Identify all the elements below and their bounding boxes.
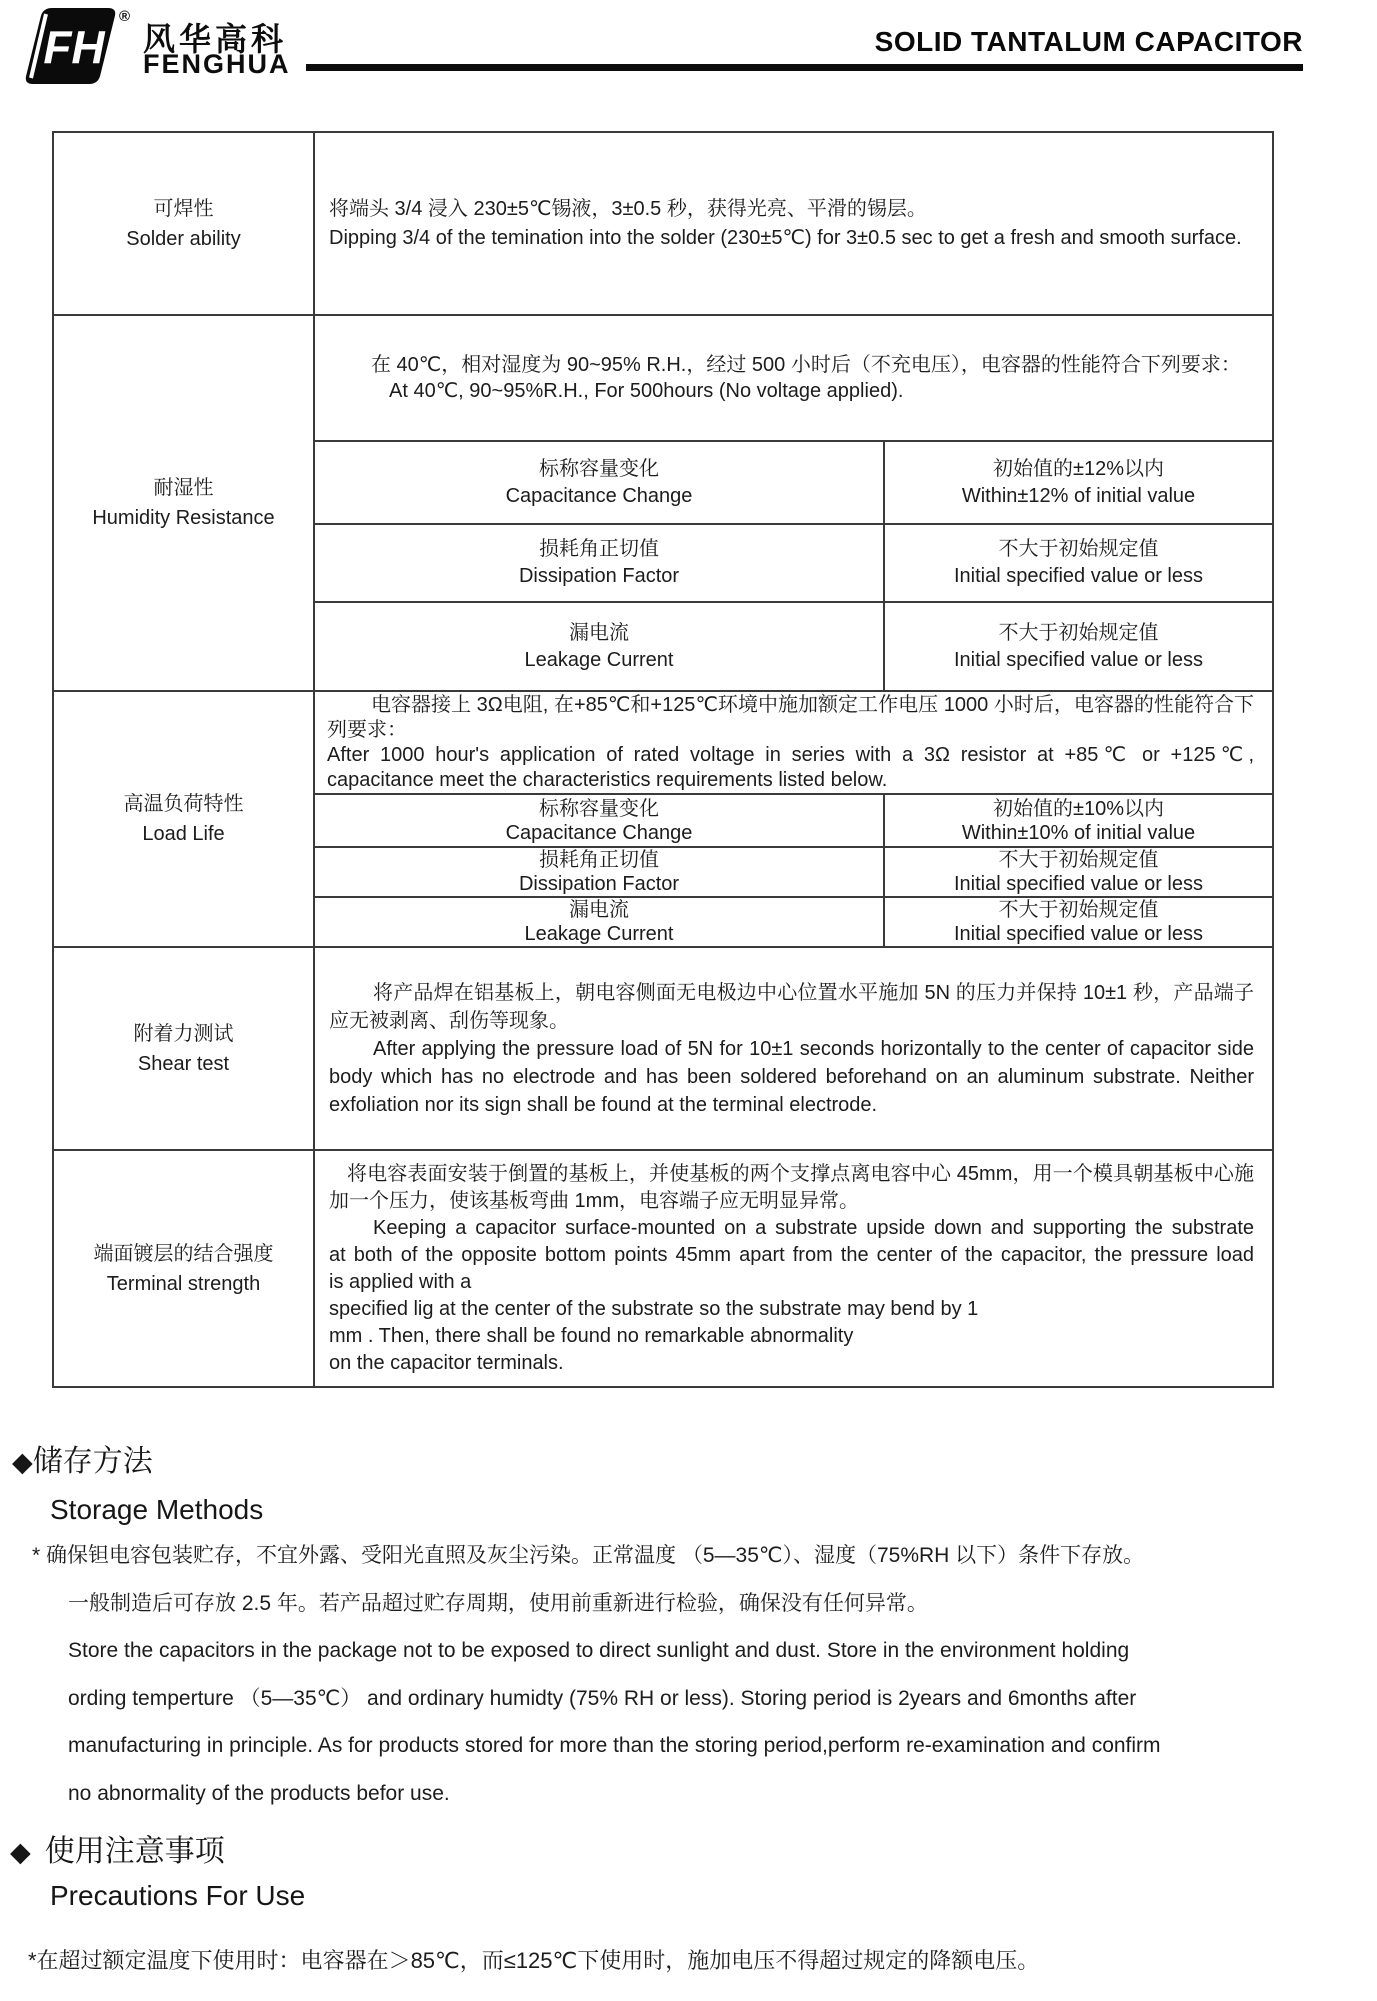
requirement-en: Within±12% of initial value bbox=[961, 484, 1196, 507]
description-cn: 将电容表面安装于倒置的基板上，并使基板的两个支撑点离电容中心 45mm，用一个模具朝基板中心施加一个压力，使该基板弯曲 1mm，电容端子应无明显异常。 bbox=[329, 1162, 1254, 1212]
label-cn: 高温负荷特性 bbox=[123, 793, 244, 815]
description-en-line: on the capacitor terminals. bbox=[329, 1351, 564, 1374]
storage-methods-heading-en: Storage Methods bbox=[50, 1494, 264, 1525]
requirement-cell bbox=[884, 602, 1273, 691]
precautions-heading-cn bbox=[10, 1826, 225, 1870]
parameter-cell bbox=[314, 847, 884, 897]
requirement-cell bbox=[884, 794, 1273, 847]
requirement-en: Initial specified value or less bbox=[953, 565, 1203, 587]
requirement-cell bbox=[884, 441, 1273, 524]
requirement-cell bbox=[884, 524, 1273, 602]
row-shear-test bbox=[53, 947, 1273, 1150]
parameter-en: Leakage Current bbox=[524, 648, 674, 671]
label-cn: 端面镀层的结合强度 bbox=[93, 1242, 274, 1265]
parameter-en: Capacitance Change bbox=[505, 484, 693, 507]
parameter-cn: 标称容量变化 bbox=[539, 797, 659, 820]
parameter-en: Leakage Current bbox=[524, 923, 674, 945]
humidity-resistance-label bbox=[53, 315, 314, 691]
condition-en: At 40℃, 90~95%R.H., For 500hours (No voltage applied). bbox=[389, 380, 904, 402]
precautions-heading-en: Precautions For Use bbox=[50, 1880, 306, 1911]
description-en: After applying the pressure load of 5N for 10±1 seconds horizontally to the center of capacitor side body which has no electrode and has been soldered beforehand on an aluminum substrate. Neither exfoliation nor its sign shall be found at the terminal electrode. bbox=[329, 1037, 1254, 1116]
description-en-line: Keeping a capacitor surface-mounted on a substrate upside down and supporting the substrate bbox=[373, 1216, 1254, 1239]
condition-en: After 1000 hour's application of rated voltage in series with a 3Ω resistor at +85℃ or +125℃, capacitance meet the characteristics requirements listed below. bbox=[327, 743, 1254, 791]
label-en: Humidity Resistance bbox=[92, 507, 275, 529]
storage-methods-body bbox=[32, 1532, 1347, 1817]
registered-trademark-icon: ® bbox=[119, 8, 131, 25]
label-en: Solder ability bbox=[126, 227, 241, 250]
heading-text-cn: 使用注意事项 bbox=[44, 1835, 225, 1868]
condition-cn: 在 40℃，相对湿度为 90~95% R.H.，经过 500 小时后（不充电压），电容器的性能符合下列要求： bbox=[371, 354, 1241, 376]
parameter-cell bbox=[314, 524, 884, 602]
fenghua-monogram: FH bbox=[43, 21, 105, 73]
requirement-en: Initial specified value or less bbox=[953, 873, 1203, 895]
shear-test-description bbox=[314, 947, 1273, 1150]
description-cn: 将产品焊在铝基板上，朝电容侧面无电极边中心位置水平施加 5N 的压力并保持 10±1 秒，产品端子应无被剥离、刮伤等现象。 bbox=[329, 981, 1254, 1032]
logo-text-cn: 风华高科 bbox=[143, 21, 288, 57]
storage-line: Store the capacitors in the package not to be exposed to direct sunlight and dust. Store in the environment holding bbox=[68, 1639, 1130, 1662]
description-en-line: at both of the opposite bottom points 45mm apart from the center of the capacitor, the pressure load bbox=[329, 1243, 1254, 1266]
requirement-en: Within±10% of initial value bbox=[961, 821, 1196, 844]
label-en: Load Life bbox=[142, 823, 225, 845]
spec-table bbox=[52, 131, 1274, 1388]
terminal-strength-label bbox=[53, 1150, 314, 1387]
label-cn: 耐湿性 bbox=[153, 477, 214, 499]
requirement-en: Initial specified value or less bbox=[953, 923, 1203, 945]
requirement-en: Initial specified value or less bbox=[953, 648, 1203, 671]
parameter-en: Dissipation Factor bbox=[518, 565, 680, 587]
load-life-label bbox=[53, 691, 314, 947]
storage-line: manufacturing in principle. As for products stored for more than the storing period,perform re-examination and confirm bbox=[68, 1734, 1161, 1757]
label-cn: 可焊性 bbox=[153, 197, 214, 220]
label-cn: 附着力测试 bbox=[133, 1022, 234, 1045]
requirement-cell bbox=[884, 897, 1273, 947]
storage-methods-heading-cn bbox=[12, 1436, 153, 1480]
parameter-cn: 标称容量变化 bbox=[539, 457, 659, 480]
row-loadlife-intro bbox=[53, 691, 1273, 794]
parameter-cell bbox=[314, 794, 884, 847]
humidity-test-condition bbox=[314, 315, 1273, 441]
description-cn: 将端头 3/4 浸入 230±5℃锡液，3±0.5 秒，获得光亮、平滑的锡层。 bbox=[329, 197, 927, 220]
parameter-cell bbox=[314, 441, 884, 524]
heading-text-cn: 储存方法 bbox=[32, 1445, 153, 1478]
parameter-cn: 损耗角正切值 bbox=[539, 849, 659, 871]
loadlife-test-condition bbox=[314, 691, 1273, 794]
parameter-en: Dissipation Factor bbox=[518, 873, 680, 895]
requirement-cell bbox=[884, 847, 1273, 897]
shear-test-label bbox=[53, 947, 314, 1150]
label-en: Terminal strength bbox=[106, 1272, 261, 1295]
solder-ability-label bbox=[53, 132, 314, 315]
row-terminal-strength bbox=[53, 1150, 1273, 1387]
parameter-cn: 损耗角正切值 bbox=[539, 538, 659, 560]
diamond-bullet-icon: ◆ bbox=[10, 1837, 31, 1867]
requirement-cn: 不大于初始规定值 bbox=[998, 621, 1159, 644]
description-en-line: mm . Then, there shall be found no remarkable abnormality bbox=[329, 1324, 854, 1347]
parameter-cell bbox=[314, 897, 884, 947]
description-en-line: specified lig at the center of the substrate so the substrate may bend by 1 bbox=[329, 1297, 979, 1320]
description-en-line: is applied with a bbox=[329, 1270, 472, 1293]
description-en: Dipping 3/4 of the temination into the solder (230±5℃) for 3±0.5 sec to get a fresh and smooth surface. bbox=[329, 226, 1242, 249]
terminal-strength-description bbox=[314, 1150, 1273, 1387]
parameter-cell bbox=[314, 602, 884, 691]
page-title: SOLID TANTALUM CAPACITOR bbox=[874, 26, 1303, 57]
header-rule bbox=[306, 64, 1303, 71]
requirement-cn: 不大于初始规定值 bbox=[998, 849, 1159, 871]
requirement-cn: 初始值的±12%以内 bbox=[992, 457, 1164, 480]
parameter-cn: 漏电流 bbox=[569, 899, 629, 921]
requirement-cn: 不大于初始规定值 bbox=[998, 899, 1159, 921]
row-humidity-intro bbox=[53, 315, 1273, 441]
storage-line: no abnormality of the products befor use. bbox=[68, 1781, 450, 1805]
storage-line: * 确保钽电容包装贮存，不宜外露、受阳光直照及灰尘污染。正常温度 （5—35℃）、湿度（75%RH 以下）条件下存放。 bbox=[32, 1544, 1145, 1567]
parameter-en: Capacitance Change bbox=[505, 821, 693, 844]
condition-cn: 电容器接上 3Ω电阻, 在+85℃和+125℃环境中施加额定工作电压 1000 小时后，电容器的性能符合下列要求： bbox=[327, 693, 1254, 741]
diamond-bullet-icon: ◆ bbox=[12, 1447, 33, 1477]
solder-ability-description bbox=[314, 132, 1273, 315]
precautions-note: *在超过额定温度下使用时：电容器在＞85℃，而≤125℃下使用时，施加电压不得超过规定的降额电压。 bbox=[28, 1948, 1040, 1973]
label-en: Shear test bbox=[137, 1052, 230, 1075]
logo-text-en: FENGHUA bbox=[143, 49, 291, 79]
parameter-cn: 漏电流 bbox=[569, 621, 629, 644]
requirement-cn: 不大于初始规定值 bbox=[998, 538, 1159, 560]
row-solder-ability bbox=[53, 132, 1273, 315]
storage-line: 一般制造后可存放 2.5 年。若产品超过贮存周期，使用前重新进行检验，确保没有任何异常。 bbox=[68, 1591, 928, 1615]
storage-line: ording temperture （5—35℃） and ordinary humidty (75% RH or less). Storing period is 2years and 6months after bbox=[68, 1686, 1137, 1710]
requirement-cn: 初始值的±10%以内 bbox=[992, 797, 1164, 820]
